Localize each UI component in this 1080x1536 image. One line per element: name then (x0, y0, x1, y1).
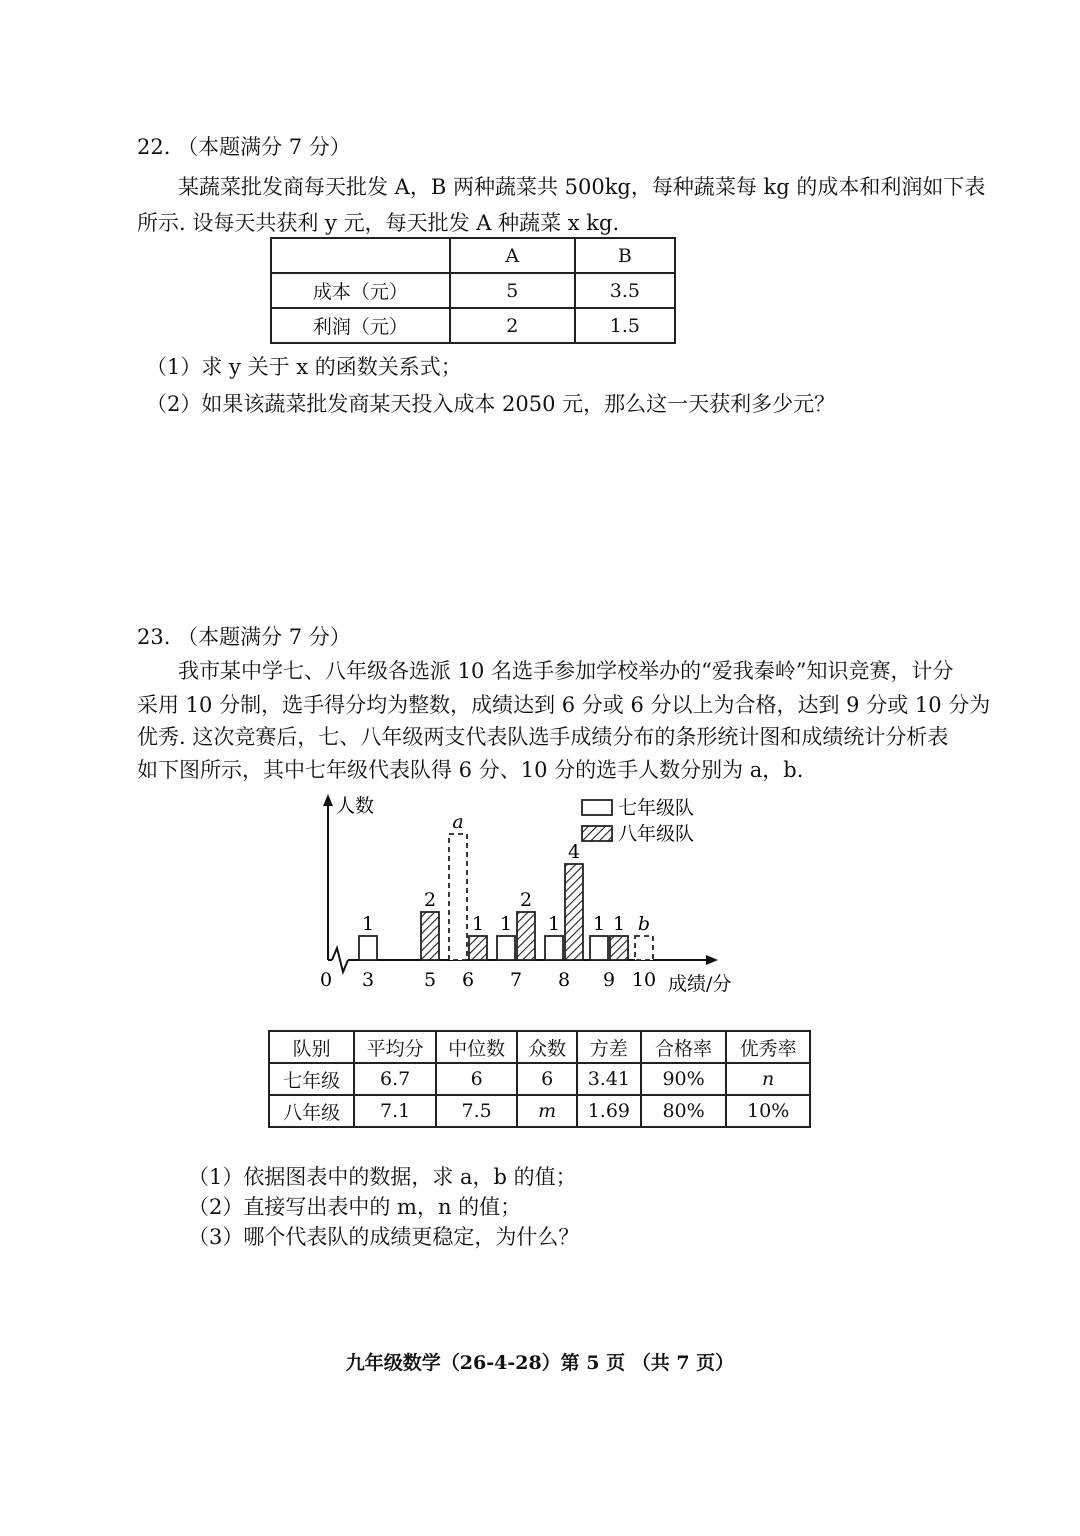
origin-label: 0 (319, 969, 333, 991)
q23-line1: 我市某中学七、八年级各选派 10 名选手参加学校举办的“爱我秦岭”知识竞赛，计分 (178, 659, 954, 683)
q22-header: 22. （本题满分 7 分） (137, 135, 351, 159)
bar-grade7 (590, 936, 608, 960)
data-label: 1 (361, 913, 375, 935)
x-tick-label: 8 (557, 969, 571, 991)
table-header-cell: B (575, 238, 675, 273)
q23-header: 23. （本题满分 7 分） (137, 625, 351, 649)
legend-label-grade8: 八年级队 (618, 823, 695, 845)
table-cell: 90% (641, 1063, 727, 1095)
table-row (271, 273, 675, 308)
table-row (269, 1095, 810, 1127)
q22-paragraph-line1: 某蔬菜批发商每天批发 A，B 两种蔬菜共 500kg，每种蔬菜每 kg 的成本和利润如下表 (178, 175, 986, 199)
data-label: 1 (592, 913, 606, 935)
x-tick-label: 9 (602, 969, 616, 991)
x-axis-arrow (706, 955, 718, 965)
score-bar-chart (310, 790, 750, 1005)
table-row (269, 1063, 810, 1095)
x-tick-label: 7 (509, 969, 523, 991)
data-label: 2 (519, 889, 533, 911)
table-header-cell: A (450, 238, 575, 273)
q23-statistics-table (268, 1030, 811, 1128)
q23-sub3: （3）哪个代表队的成绩更稳定，为什么？ (188, 1225, 580, 1249)
table-cell: 利润（元） (271, 308, 450, 343)
data-label: 1 (612, 913, 626, 935)
bar-grade7 (359, 936, 377, 960)
table-row (271, 308, 675, 343)
bar-grade8 (517, 912, 535, 960)
q23-sub1: （1）依据图表中的数据，求 a，b 的值； (188, 1165, 577, 1189)
bar-grade7 (449, 834, 467, 960)
q23-line3: 优秀. 这次竞赛后，七、八年级两支代表队选手成绩分布的条形统计图和成绩统计分析表 (137, 725, 949, 749)
table-header-cell: 众数 (517, 1031, 577, 1063)
table-cell: 1.5 (575, 308, 675, 343)
x-tick-label: 3 (361, 969, 375, 991)
table-header-cell: 方差 (577, 1031, 641, 1063)
table-cell: 2 (450, 308, 575, 343)
table-cell: 3.41 (577, 1063, 641, 1095)
data-label: 2 (423, 889, 437, 911)
bar-grade7 (635, 936, 653, 960)
q22-sub1: （1）求 y 关于 x 的函数关系式； (146, 355, 462, 379)
table-cell: 80% (641, 1095, 727, 1127)
table-header-cell: 优秀率 (726, 1031, 810, 1063)
y-axis-arrow (323, 794, 333, 806)
data-label: b (637, 913, 651, 935)
bar-grade8 (421, 912, 439, 960)
bar-grade8 (469, 936, 487, 960)
q22-cost-profit-table (270, 237, 676, 344)
q22-sub2: （2）如果该蔬菜批发商某天投入成本 2050 元，那么这一天获利多少元？ (146, 392, 836, 416)
q23-line4: 如下图所示，其中七年级代表队得 6 分、10 分的选手人数分别为 a，b. (137, 758, 804, 782)
x-tick-label: 6 (461, 969, 475, 991)
page-footer: 九年级数学（26-4-28）第 5 页 （共 7 页） (345, 1352, 735, 1374)
table-header-cell: 平均分 (354, 1031, 436, 1063)
table-header-cell: 队别 (269, 1031, 354, 1063)
data-label: 1 (471, 913, 485, 935)
table-cell: 1.69 (577, 1095, 641, 1127)
table-cell: 7.1 (354, 1095, 436, 1127)
table-cell: 6.7 (354, 1063, 436, 1095)
bar-grade8 (610, 936, 628, 960)
bar-grade7 (497, 936, 515, 960)
table-cell: 八年级 (269, 1095, 354, 1127)
q23-sub2: （2）直接写出表中的 m，n 的值； (188, 1195, 522, 1219)
bar-grade7 (545, 936, 563, 960)
table-header-cell: 合格率 (641, 1031, 727, 1063)
legend-label-grade7: 七年级队 (618, 797, 695, 819)
table-header-cell: 中位数 (436, 1031, 518, 1063)
data-label: 1 (499, 913, 513, 935)
data-label: 1 (547, 913, 561, 935)
legend-swatch-grade7 (582, 800, 612, 815)
x-axis-label: 成绩/分 (668, 973, 732, 995)
table-header-cell (271, 238, 450, 273)
table-cell: 5 (450, 273, 575, 308)
table-cell: 七年级 (269, 1063, 354, 1095)
q23-line2: 采用 10 分制，选手得分均为整数，成绩达到 6 分或 6 分以上为合格，达到 9 分或 10 分为 (137, 693, 991, 717)
bar-grade8 (565, 864, 583, 960)
axis-break-mark (332, 948, 348, 972)
x-tick-label: 10 (631, 969, 657, 991)
q22-paragraph-line2: 所示. 设每天共获利 y 元，每天批发 A 种蔬菜 x kg. (137, 211, 620, 235)
table-cell: 10% (726, 1095, 810, 1127)
legend-swatch-grade8 (582, 826, 612, 841)
table-cell: n (726, 1063, 810, 1095)
table-cell: 3.5 (575, 273, 675, 308)
table-cell: 成本（元） (271, 273, 450, 308)
data-label: a (452, 811, 464, 833)
y-axis-label: 人数 (336, 795, 375, 817)
table-cell: 6 (436, 1063, 518, 1095)
table-cell: 6 (517, 1063, 577, 1095)
data-label: 4 (567, 841, 581, 863)
table-cell: 7.5 (436, 1095, 518, 1127)
table-cell: m (517, 1095, 577, 1127)
x-tick-label: 5 (423, 969, 437, 991)
